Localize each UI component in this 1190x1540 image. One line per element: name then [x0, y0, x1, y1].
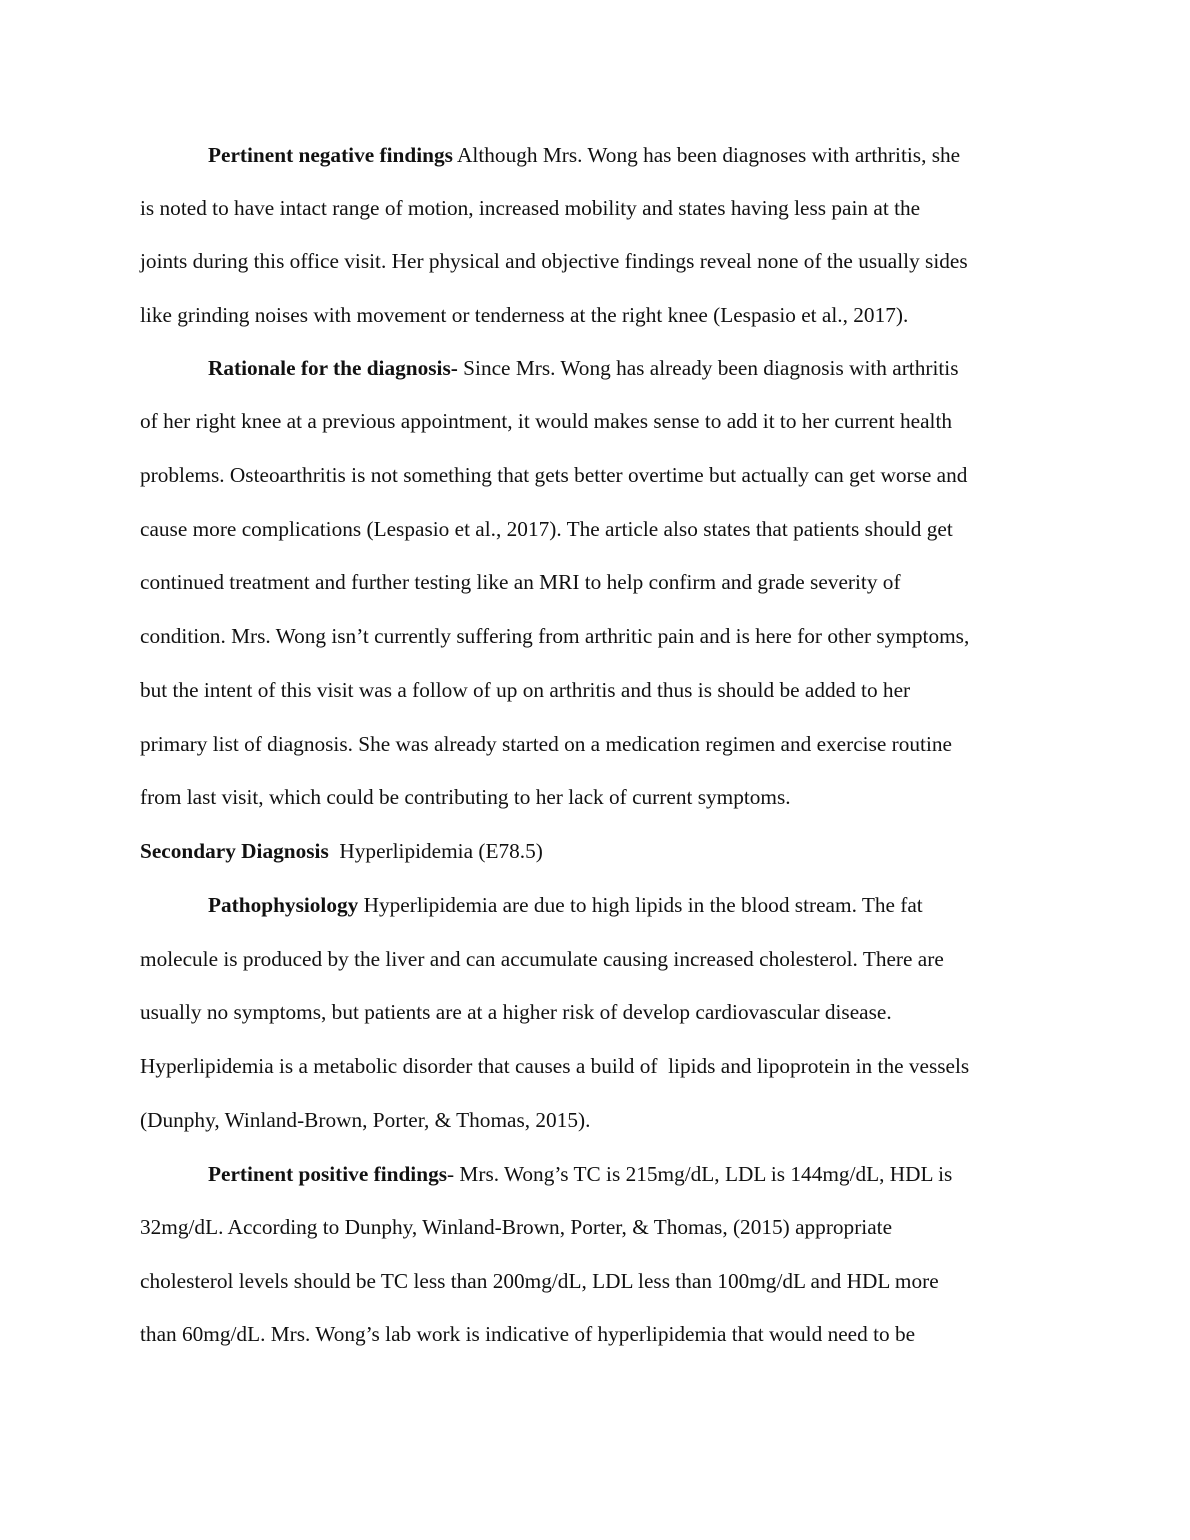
line-text: problems. Osteoarthritis is not something that gets better overtime but actually can get worse and: [140, 463, 968, 487]
line-text: Hyperlipidemia are due to high lipids in the blood stream. The fat: [358, 893, 923, 917]
line-text: is noted to have intact range of motion, increased mobility and states having less pain at the: [140, 196, 921, 220]
text-line: [140, 195, 920, 221]
text-line: [140, 462, 967, 488]
line-text: condition. Mrs. Wong isn’t currently suffering from arthritic pain and is here for other symptoms,: [140, 624, 970, 648]
line-text: primary list of diagnosis. She was already started on a medication regimen and exercise routine: [140, 732, 952, 756]
line-text: cholesterol levels should be TC less than 200mg/dL, LDL less than 100mg/dL and HDL more: [140, 1269, 939, 1293]
text-line: [208, 892, 923, 918]
heading-label: Pertinent negative findings: [208, 143, 453, 167]
text-line: [140, 302, 908, 328]
text-line: [208, 1161, 952, 1187]
line-text: Although Mrs. Wong has been diagnoses with arthritis, she: [452, 143, 961, 167]
text-line: [208, 142, 960, 168]
text-line: [140, 248, 968, 274]
text-line: [140, 1268, 939, 1294]
line-text: - Mrs. Wong’s TC is 215mg/dL, LDL is 144mg/dL, HDL is: [447, 1162, 953, 1186]
line-text: joints during this office visit. Her physical and objective findings reveal none of the usually sides: [140, 249, 968, 273]
line-text: usually no symptoms, but patients are at a higher risk of develop cardiovascular disease.: [140, 1000, 892, 1024]
line-text: from last visit, which could be contributing to her lack of current symptoms.: [140, 785, 791, 809]
line-text: Hyperlipidemia (E78.5): [328, 839, 543, 863]
line-text: Hyperlipidemia is a metabolic disorder that causes a build of lipids and lipoprotein in the vessels: [140, 1054, 970, 1078]
line-text: but the intent of this visit was a follow of up on arthritis and thus is should be added to her: [140, 678, 911, 702]
heading-label: Rationale for the diagnosis-: [208, 356, 458, 380]
text-line: [140, 838, 543, 864]
heading-label: Pathophysiology: [208, 893, 359, 917]
text-line: [140, 569, 901, 595]
line-text: cause more complications (Lespasio et al., 2017). The article also states that patients should get: [140, 517, 953, 541]
line-text: molecule is produced by the liver and can accumulate causing increased cholesterol. There are: [140, 947, 944, 971]
heading-label: Secondary Diagnosis: [140, 839, 329, 863]
text-line: [140, 731, 952, 757]
text-line: [140, 1321, 915, 1347]
text-line: [140, 946, 944, 972]
text-line: [140, 1053, 969, 1079]
line-text: of her right knee at a previous appointment, it would makes sense to add it to her current health: [140, 409, 953, 433]
heading-label: Pertinent positive findings: [208, 1162, 448, 1186]
text-line: [140, 1214, 892, 1240]
text-line: [140, 999, 892, 1025]
text-line: [140, 677, 910, 703]
line-text: like grinding noises with movement or tenderness at the right knee (Lespasio et al., 2017).: [140, 303, 909, 327]
line-text: than 60mg/dL. Mrs. Wong’s lab work is indicative of hyperlipidemia that would need to be: [140, 1322, 916, 1346]
text-line: [140, 516, 953, 542]
text-line: [140, 784, 791, 810]
text-line: [140, 623, 969, 649]
text-line: [140, 408, 952, 434]
line-text: 32mg/dL. According to Dunphy, Winland-Brown, Porter, & Thomas, (2015) appropriate: [140, 1215, 893, 1239]
line-text: Since Mrs. Wong has already been diagnosis with arthritis: [457, 356, 959, 380]
line-text: (Dunphy, Winland-Brown, Porter, & Thomas, 2015).: [140, 1108, 591, 1132]
text-line: [208, 355, 959, 381]
text-line: [140, 1107, 590, 1133]
line-text: continued treatment and further testing like an MRI to help confirm and grade severity of: [140, 570, 901, 594]
